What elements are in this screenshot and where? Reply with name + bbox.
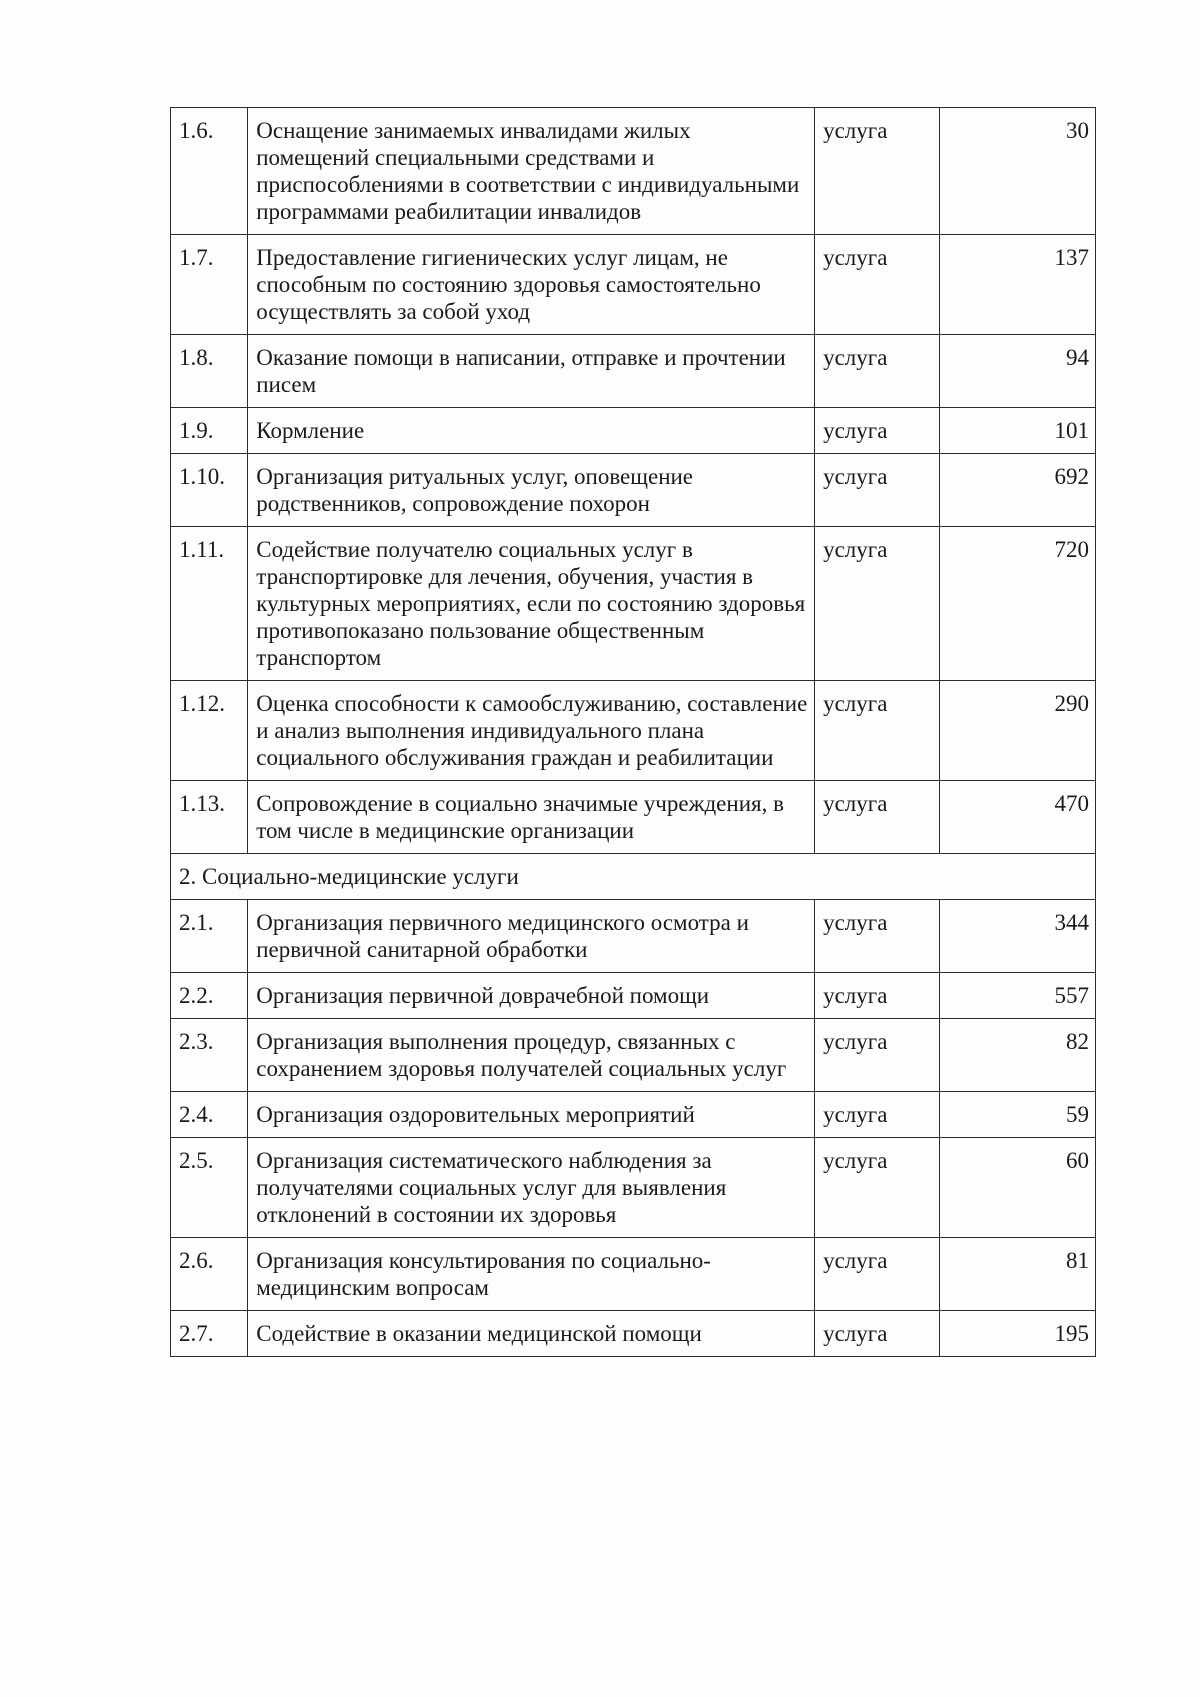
services-table — [170, 107, 1096, 1357]
service-name: Организация консультирования по социально-медицинским вопросам — [248, 1238, 815, 1311]
service-name: Кормление — [248, 408, 815, 454]
table-row — [171, 335, 1096, 408]
table-row — [171, 1238, 1096, 1311]
service-name: Содействие получателю социальных услуг в транспортировке для лечения, обучения, участия в культурных мероприятиях, если по состоянию здоровья противопоказано пользование общественным транспортом — [248, 527, 815, 681]
row-number: 2.4. — [171, 1092, 248, 1138]
service-quantity: 137 — [940, 235, 1096, 335]
unit-of-measure: услуга — [815, 781, 940, 854]
row-number: 1.8. — [171, 335, 248, 408]
service-quantity: 82 — [940, 1019, 1096, 1092]
table-row — [171, 408, 1096, 454]
table-row — [171, 1019, 1096, 1092]
row-number: 2.5. — [171, 1138, 248, 1238]
table-row — [171, 781, 1096, 854]
service-name: Организация ритуальных услуг, оповещение родственников, сопровождение похорон — [248, 454, 815, 527]
unit-of-measure: услуга — [815, 527, 940, 681]
unit-of-measure: услуга — [815, 681, 940, 781]
table-row — [171, 1138, 1096, 1238]
service-name: Организация систематического наблюдения за получателями социальных услуг для выявления отклонений в состоянии их здоровья — [248, 1138, 815, 1238]
service-name: Организация первичного медицинского осмотра и первичной санитарной обработки — [248, 900, 815, 973]
service-quantity: 720 — [940, 527, 1096, 681]
unit-of-measure: услуга — [815, 900, 940, 973]
table-row — [171, 1311, 1096, 1357]
unit-of-measure: услуга — [815, 1238, 940, 1311]
unit-of-measure: услуга — [815, 973, 940, 1019]
service-name: Сопровождение в социально значимые учреждения, в том числе в медицинские организации — [248, 781, 815, 854]
row-number: 1.12. — [171, 681, 248, 781]
service-quantity: 290 — [940, 681, 1096, 781]
row-number: 1.11. — [171, 527, 248, 681]
service-name: Организация выполнения процедур, связанных с сохранением здоровья получателей социальных услуг — [248, 1019, 815, 1092]
row-number: 1.13. — [171, 781, 248, 854]
service-name: Организация первичной доврачебной помощи — [248, 973, 815, 1019]
row-number: 1.6. — [171, 108, 248, 235]
service-quantity: 101 — [940, 408, 1096, 454]
table-row — [171, 973, 1096, 1019]
row-number: 2.3. — [171, 1019, 248, 1092]
unit-of-measure: услуга — [815, 408, 940, 454]
service-name: Оказание помощи в написании, отправке и прочтении писем — [248, 335, 815, 408]
service-quantity: 94 — [940, 335, 1096, 408]
service-name: Оснащение занимаемых инвалидами жилых помещений специальными средствами и приспособлениями в соответствии с индивидуальными программами реабилитации инвалидов — [248, 108, 815, 235]
service-name: Содействие в оказании медицинской помощи — [248, 1311, 815, 1357]
services-table-body — [171, 108, 1096, 1357]
service-quantity: 557 — [940, 973, 1096, 1019]
unit-of-measure: услуга — [815, 1092, 940, 1138]
service-name: Предоставление гигиенических услуг лицам, не способным по состоянию здоровья самостоятельно осуществлять за собой уход — [248, 235, 815, 335]
service-quantity: 59 — [940, 1092, 1096, 1138]
row-number: 1.9. — [171, 408, 248, 454]
service-quantity: 344 — [940, 900, 1096, 973]
service-quantity: 692 — [940, 454, 1096, 527]
unit-of-measure: услуга — [815, 335, 940, 408]
service-name: Организация оздоровительных мероприятий — [248, 1092, 815, 1138]
unit-of-measure: услуга — [815, 1311, 940, 1357]
table-row — [171, 527, 1096, 681]
row-number: 1.7. — [171, 235, 248, 335]
table-row — [171, 454, 1096, 527]
row-number: 2.2. — [171, 973, 248, 1019]
row-number: 2.1. — [171, 900, 248, 973]
service-quantity: 195 — [940, 1311, 1096, 1357]
section-header-row — [171, 854, 1096, 900]
unit-of-measure: услуга — [815, 454, 940, 527]
table-row — [171, 235, 1096, 335]
row-number: 1.10. — [171, 454, 248, 527]
table-row — [171, 1092, 1096, 1138]
unit-of-measure: услуга — [815, 235, 940, 335]
section-title: 2. Социально-медицинские услуги — [171, 854, 1096, 900]
service-quantity: 81 — [940, 1238, 1096, 1311]
row-number: 2.6. — [171, 1238, 248, 1311]
table-row — [171, 900, 1096, 973]
table-row — [171, 681, 1096, 781]
service-quantity: 30 — [940, 108, 1096, 235]
unit-of-measure: услуга — [815, 1138, 940, 1238]
service-quantity: 470 — [940, 781, 1096, 854]
row-number: 2.7. — [171, 1311, 248, 1357]
table-row — [171, 108, 1096, 235]
unit-of-measure: услуга — [815, 1019, 940, 1092]
service-quantity: 60 — [940, 1138, 1096, 1238]
service-name: Оценка способности к самообслуживанию, составление и анализ выполнения индивидуального плана социального обслуживания граждан и реабилитации — [248, 681, 815, 781]
unit-of-measure: услуга — [815, 108, 940, 235]
